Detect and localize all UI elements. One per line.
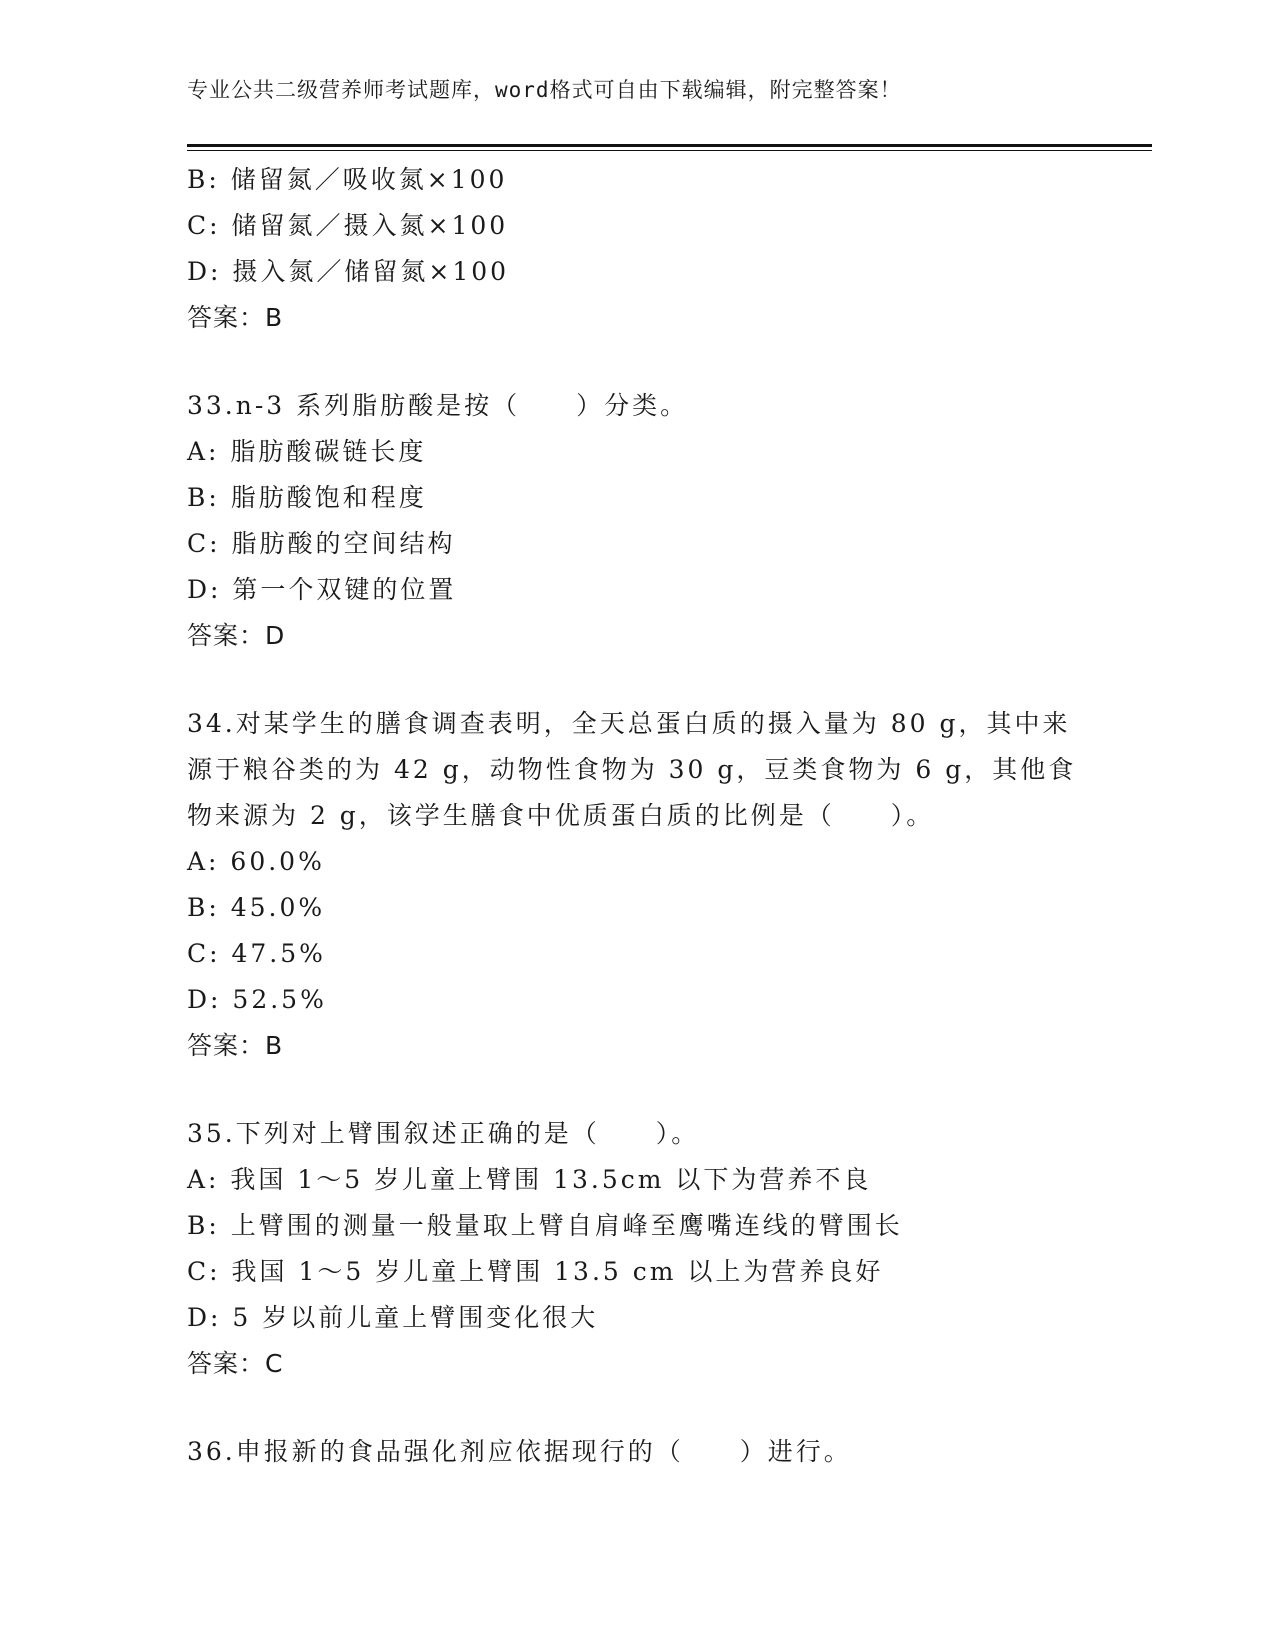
question-stem-line-2: 源于粮谷类的为 42 g，动物性食物为 30 g，豆类食物为 6 g，其他食	[187, 755, 1077, 784]
spacer	[187, 341, 1147, 383]
option-a: A: 60.0%	[187, 847, 325, 876]
spacer	[187, 659, 1147, 701]
question-32-tail	[187, 157, 1147, 341]
question-stem: 33.n-3 系列脂肪酸是按（ ）分类。	[187, 391, 689, 420]
question-stem-line-1: 34.对某学生的膳食调查表明，全天总蛋白质的摄入量为 80 g，其中来	[187, 709, 1071, 738]
option-b: B: 脂肪酸饱和程度	[187, 483, 427, 512]
option-d: D: 摄入氮／储留氮×100	[187, 257, 510, 286]
question-stem: 35.下列对上臂围叙述正确的是（ ）。	[187, 1119, 700, 1148]
option-b: B: 45.0%	[187, 893, 326, 922]
option-b: B: 上臂围的测量一般量取上臂自肩峰至鹰嘴连线的臂围长	[187, 1211, 903, 1240]
option-c: C: 脂肪酸的空间结构	[187, 529, 456, 558]
option-c: C: 我国 1～5 岁儿童上臂围 13.5 cm 以上为营养良好	[187, 1257, 884, 1286]
option-a: A: 我国 1～5 岁儿童上臂围 13.5cm 以下为营养不良	[187, 1165, 872, 1194]
question-36	[187, 1429, 1147, 1475]
question-stem: 36.申报新的食品强化剂应依据现行的（ ）进行。	[187, 1437, 852, 1466]
option-c: C: 储留氮／摄入氮×100	[187, 211, 509, 240]
question-34	[187, 701, 1147, 1069]
answer-line: 答案：C	[187, 1349, 284, 1378]
header-divider-thin	[187, 150, 1152, 151]
option-d: D: 52.5%	[187, 985, 327, 1014]
answer-line: 答案：B	[187, 1031, 284, 1060]
option-a: A: 脂肪酸碳链长度	[187, 437, 427, 466]
option-d: D: 5 岁以前儿童上臂围变化很大	[187, 1303, 599, 1332]
option-b: B: 储留氮／吸收氮×100	[187, 165, 508, 194]
question-stem-line-3: 物来源为 2 g，该学生膳食中优质蛋白质的比例是（ ）。	[187, 801, 935, 830]
spacer	[187, 1387, 1147, 1429]
question-33	[187, 383, 1147, 659]
answer-line: 答案：D	[187, 621, 286, 650]
question-content	[187, 157, 1147, 1475]
header-divider-thick	[187, 144, 1152, 147]
spacer	[187, 1069, 1147, 1111]
question-35	[187, 1111, 1147, 1387]
option-d: D: 第一个双键的位置	[187, 575, 457, 604]
option-c: C: 47.5%	[187, 939, 326, 968]
page-header: 专业公共二级营养师考试题库，word格式可自由下载编辑，附完整答案！	[187, 78, 902, 102]
answer-line: 答案：B	[187, 303, 284, 332]
